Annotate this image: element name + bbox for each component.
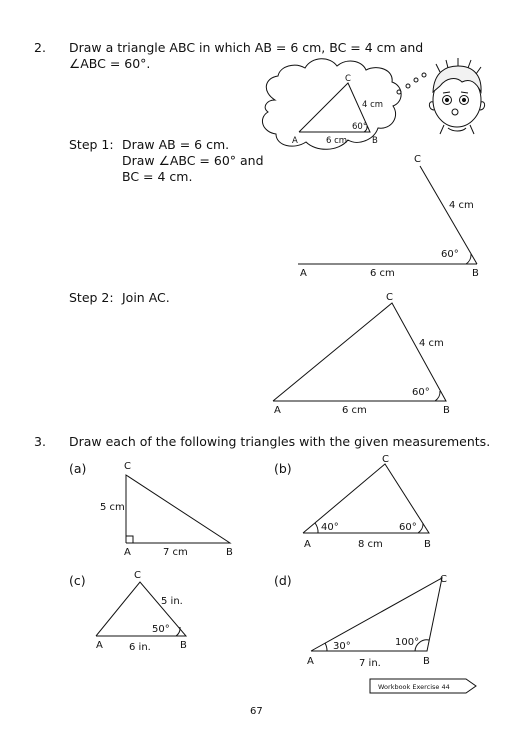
tri-d-label-b: B: [423, 656, 430, 667]
step2-angle-arc: [435, 391, 440, 401]
step2-label-bc: 4 cm: [419, 338, 444, 349]
step1-label-angle: 60°: [441, 249, 459, 260]
tri-c-label-b: B: [180, 640, 187, 651]
tri-a-label-b: B: [226, 547, 233, 558]
step2-label-ab: 6 cm: [342, 405, 367, 416]
tri-a-right-angle: [126, 536, 133, 543]
tri-b-angle1: 40°: [321, 522, 339, 533]
thought-label-bc: 4 cm: [362, 100, 384, 110]
tri-a-side2: 7 cm: [163, 547, 188, 558]
tri-d-label-a: A: [307, 656, 314, 667]
step1-label-b: B: [472, 268, 479, 279]
thought-label-angle: 60°: [352, 122, 368, 132]
tri-c-label-c: C: [134, 570, 141, 581]
step2-label-angle: 60°: [412, 387, 430, 398]
tri-d-angle1: 30°: [333, 641, 351, 652]
step1-label-bc: 4 cm: [449, 200, 474, 211]
tri-b-label-c: C: [382, 454, 389, 465]
page-number: 67: [250, 706, 263, 717]
tri-d: [311, 578, 442, 651]
step2-label: Step 2:: [69, 290, 114, 305]
tri-b-side: 8 cm: [358, 539, 383, 550]
step2-label-c: C: [386, 292, 393, 303]
step1-angle-arc: [466, 254, 471, 264]
tri-b-angle-b-arc: [418, 523, 423, 533]
thought-label-b: B: [372, 136, 378, 146]
step2-label-a: A: [274, 405, 281, 416]
step1-line2: Draw ∠ABC = 60° and: [122, 153, 264, 168]
step1-label-c: C: [414, 154, 421, 165]
tri-d-label-c: C: [440, 574, 447, 585]
q2-line1: Draw a triangle ABC in which AB = 6 cm, BC = 4 cm and: [69, 40, 424, 55]
tri-a-label-a: A: [124, 547, 131, 558]
thought-bubble-3: [414, 78, 418, 82]
step1-line3: BC = 4 cm.: [122, 169, 193, 184]
thought-label-c: C: [345, 74, 351, 84]
step1-line1: Draw AB = 6 cm.: [122, 137, 230, 152]
tri-c: [96, 582, 186, 636]
thought-label-a: A: [292, 136, 298, 146]
boy-face-illustration: [429, 58, 484, 134]
thought-bubble-2: [406, 84, 410, 88]
tri-d-angle2: 100°: [395, 637, 420, 648]
thought-bubble-4: [422, 73, 426, 77]
tri-d-side: 7 in.: [359, 658, 381, 669]
tri-a-side1: 5 cm: [100, 502, 125, 513]
tri-a: [126, 475, 230, 543]
tri-c-label-a: A: [96, 640, 103, 651]
q2-number: 2.: [34, 40, 46, 55]
q3b-label: (b): [274, 461, 292, 476]
tri-b-label-b: B: [424, 539, 431, 550]
thought-bubble-1: [397, 90, 401, 94]
tri-b-label-a: A: [304, 539, 311, 550]
tri-c-angle: 50°: [152, 624, 170, 635]
q2-line2: ∠ABC = 60°.: [69, 56, 151, 71]
q3c-label: (c): [69, 573, 86, 588]
step2-label-b: B: [443, 405, 450, 416]
thought-label-ab: 6 cm: [326, 136, 348, 146]
q3-number: 3.: [34, 434, 46, 449]
tri-b-angle2: 60°: [399, 522, 417, 533]
step1-label-a: A: [300, 268, 307, 279]
tri-c-side2: 6 in.: [129, 642, 151, 653]
tri-b-angle-a-arc: [315, 523, 318, 533]
step1-label: Step 1:: [69, 137, 114, 152]
q3d-label: (d): [274, 573, 292, 588]
step2-text: Join AC.: [122, 290, 170, 305]
tri-a-label-c: C: [124, 461, 131, 472]
workbook-badge-text: Workbook Exercise 44: [378, 683, 450, 691]
step1-label-ab: 6 cm: [370, 268, 395, 279]
tri-c-side1: 5 in.: [161, 596, 183, 607]
q3-text: Draw each of the following triangles with the given measurements.: [69, 434, 491, 449]
tri-d-angle-a-arc: [325, 643, 327, 651]
q3a-label: (a): [69, 461, 87, 476]
